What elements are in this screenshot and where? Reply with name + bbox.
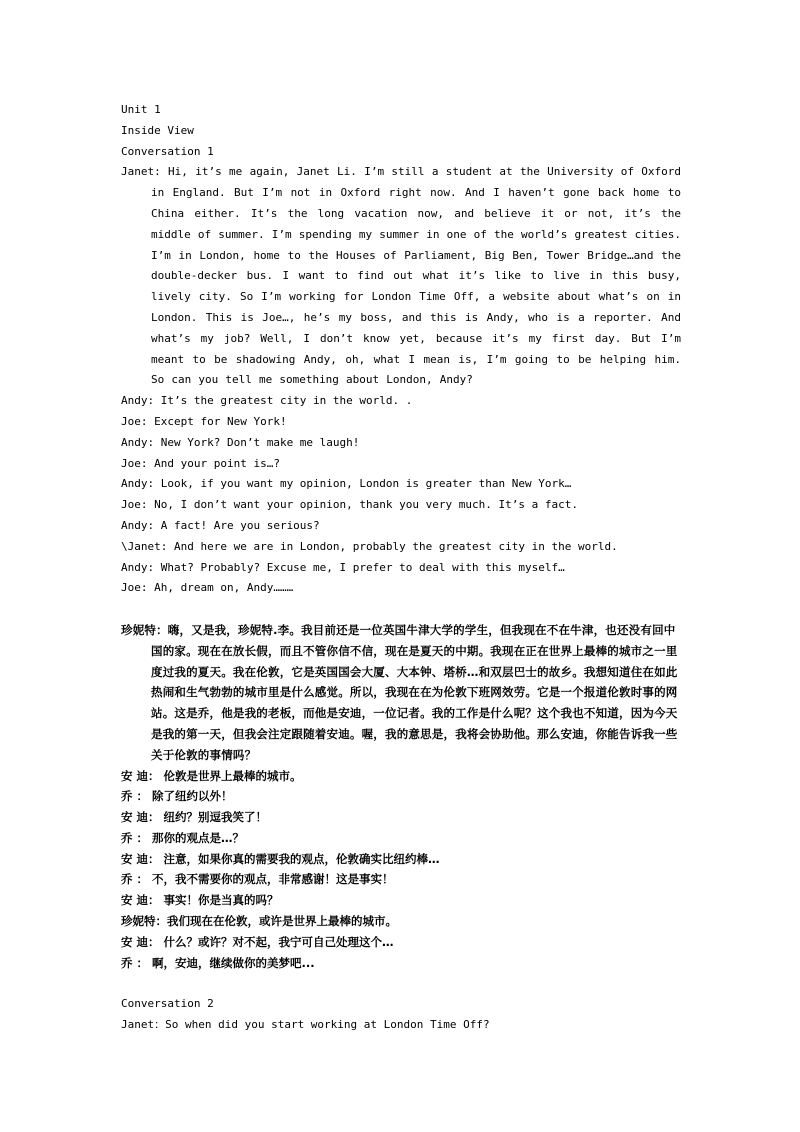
dialogue-line-cn: 安 迪： 伦敦是世界上最棒的城市。 — [121, 768, 302, 783]
dialogue-line-cn: 乔 ： 除了纽约以外！ — [121, 789, 233, 804]
janet-intro-cn: 珍妮特：嗨，又是我，珍妮特.李。我目前还是一位英国牛津大学的学生，但我现在不在牛津，也还没有回中国的家。现在在放长假，而且不管你信不信，现在是夏天的中期。我现在正在世界上最棒的城市之一里度过我的夏天。我在伦敦，它是英国国会大厦、大本钟、塔桥…和双层巴士的故乡。我想知道住在如此热闹和生气勃勃的城市里是什么感觉。所以，我现在在为伦敦下班网效劳。它是一个报道伦敦时事的网站。这是乔，他是我的老板，而他是安迪，一位记者。我的工作是什么呢？这个我也不知道，因为今天是我的第一天，但我会注定跟随着安迪。喔，我的意思是，我将会协助他。那么安迪，你能告诉我一些关于伦敦的事情吗？ — [121, 622, 678, 762]
dialogue-line-cn: 乔 ： 不，我不需要你的观点，非常感谢！这是事实！ — [121, 872, 394, 887]
dialogue-line-en: Andy: What? Probably? Excuse me, I prefer to deal with this myself… — [121, 560, 565, 574]
dialogue-line-en: Andy: A fact! Are you serious? — [121, 518, 320, 532]
dialogue-line-cn: 乔 ： 那你的观点是…？ — [121, 830, 245, 845]
document-page — [121, 100, 681, 1036]
dialogue-line-en: Joe: No, I don’t want your opinion, thank you very much. It’s a fact. — [121, 498, 578, 512]
conversation-1-heading: Conversation 1 — [121, 144, 214, 158]
dialogue-line-cn: 安 迪： 什么？或许？对不起，我宁可自己处理这个… — [121, 934, 394, 949]
dialogue-line-en: Andy: Look, if you want my opinion, London is greater than New York… — [121, 477, 572, 491]
paragraph-gap — [121, 599, 681, 620]
janet-intro-en: Janet: Hi, it’s me again, Janet Li. I’m still a student at the University of Oxford in England. But I’m not in Oxford right now. And I haven’t gone back home to China either. It’s the long vacation now, and believe it or not, it’s the middle of summer. I’m spending my summer in one of the world’s greatest cities. I’m in London, home to the Houses of Parliament, Big Ben, Tower Bridge…and the double-decker bus. I want to find out what it’s like to live in this busy, lively city. So I’m working for London Time Off, a website about what’s on in London. This is Joe…, he’s my boss, and this is Andy, who is a reporter. And what’s my job? Well, I don’t know yet, because it’s my first day. But I’m meant to be shadowing Andy, oh, what I mean is, I’m going to be helping him. So can you tell me something about London, Andy? — [121, 165, 681, 387]
dialogue-line-cn: 安 迪： 事实！你是当真的吗？ — [121, 893, 279, 908]
section-heading: Inside View — [121, 123, 194, 137]
dialogue-line-cn: 安 迪： 纽约？别逗我笑了！ — [121, 810, 268, 825]
dialogue-line-en: Joe: Ah, dream on, Andy……… — [121, 581, 294, 595]
paragraph-gap — [121, 973, 681, 994]
dialogue-line-en: Joe: And your point is…? — [121, 456, 280, 470]
unit-heading: Unit 1 — [121, 103, 161, 116]
conversation-2-heading: Conversation 2 — [121, 997, 214, 1011]
dialogue-line-en: Janet：So when did you start working at London Time Off? — [121, 1018, 490, 1032]
dialogue-line-en: Andy: New York? Don’t make me laugh! — [121, 435, 360, 449]
dialogue-line-en: Joe: Except for New York! — [121, 414, 287, 428]
dialogue-line-en: Andy: It’s the greatest city in the world. . — [121, 394, 413, 408]
dialogue-line-cn: 乔 ： 啊，安迪，继续做你的美梦吧... — [121, 955, 315, 970]
dialogue-line-cn: 安 迪： 注意，如果你真的需要我的观点，伦敦确实比纽约棒… — [121, 851, 440, 866]
dialogue-line-cn: 珍妮特：我们现在在伦敦，或许是世界上最棒的城市。 — [121, 914, 397, 929]
dialogue-line-en: \Janet: And here we are in London, probably the greatest city in the world. — [121, 539, 618, 553]
